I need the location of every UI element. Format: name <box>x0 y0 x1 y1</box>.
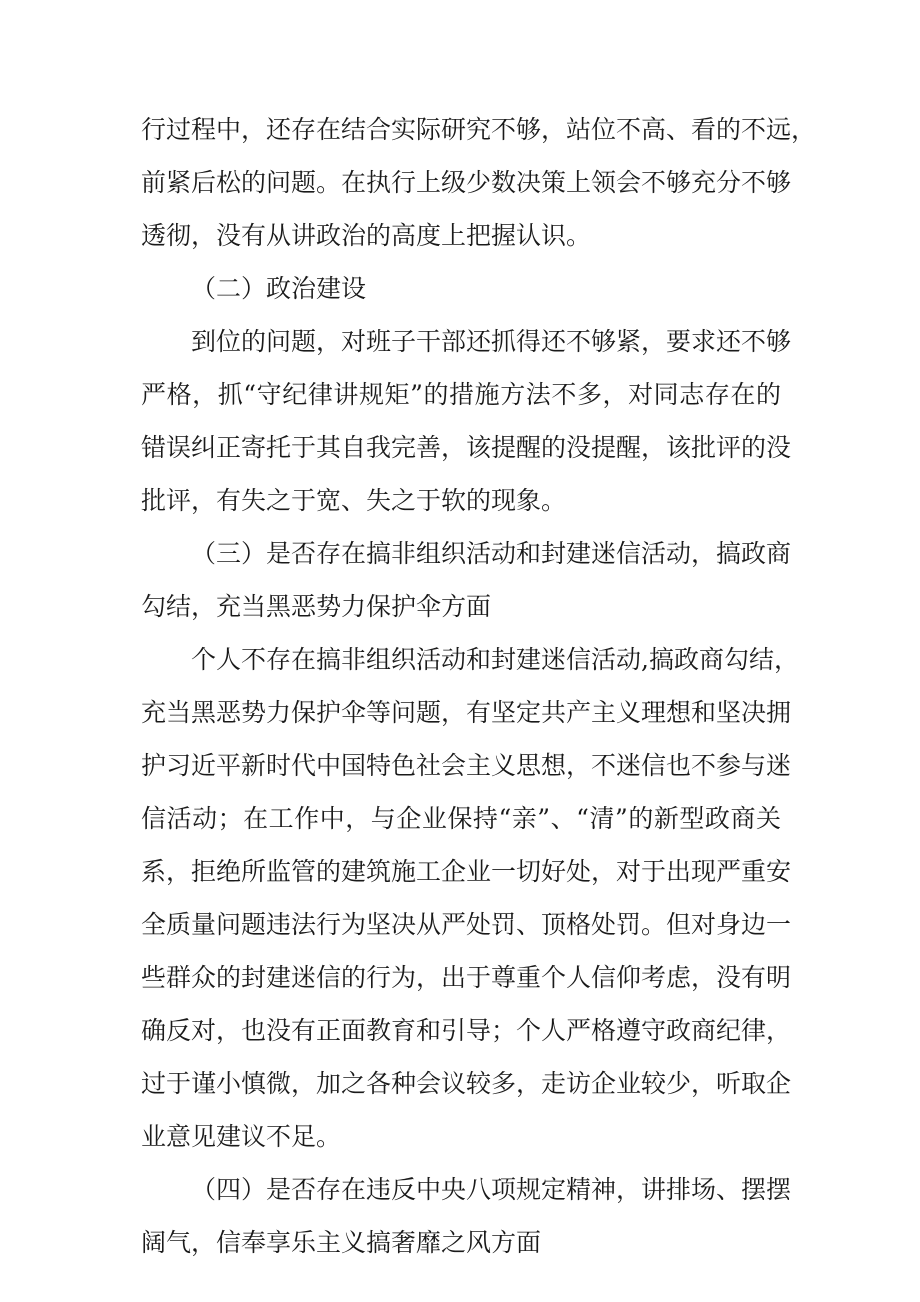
paragraph-line: 过于谨小慎微，加之各种会议较多，走访企业较少，听取企 <box>141 1069 792 1098</box>
paragraph-line: 行过程中，还存在结合实际研究不够，站位不高、看的不远， <box>141 115 817 144</box>
section-heading-4-cont: 阔气，信奉享乐主义搞奢靡之风方面 <box>141 1228 542 1257</box>
paragraph-line: 充当黑恶势力保护伞等问题，有坚定共产主义理想和坚决拥 <box>141 698 792 727</box>
section-heading-3-cont: 勾结，充当黑恶势力保护伞方面 <box>141 592 492 621</box>
paragraph-line: 业意见建议不足。 <box>141 1122 342 1151</box>
paragraph-line: 到位的问题，对班子干部还抓得还不够紧，要求还不够 <box>191 327 792 356</box>
paragraph-line: 前紧后松的问题。在执行上级少数决策上领会不够充分不够 <box>141 168 792 197</box>
section-heading-2: （二）政治建设 <box>191 274 367 303</box>
paragraph-line: 全质量问题违法行为坚决从严处罚、顶格处罚。但对身边一 <box>141 910 792 939</box>
paragraph-line: 些群众的封建迷信的行为，出于尊重个人信仰考虑，没有明 <box>141 963 792 992</box>
paragraph-line: 个人不存在搞非组织活动和封建迷信活动,搞政商勾结， <box>191 645 799 674</box>
paragraph-line: 确反对，也没有正面教育和引导；个人严格遵守政商纪律， <box>141 1016 792 1045</box>
paragraph-line: 信活动；在工作中，与企业保持“亲”、“清”的新型政商关 <box>141 804 781 833</box>
paragraph-line: 批评，有失之于宽、失之于软的现象。 <box>141 486 567 515</box>
paragraph-line: 透彻，没有从讲政治的高度上把握认识。 <box>141 221 592 250</box>
paragraph-line: 错误纠正寄托于其自我完善，该提醒的没提醒，该批评的没 <box>141 433 792 462</box>
section-heading-3: （三）是否存在搞非组织活动和封建迷信活动，搞政商 <box>191 539 792 568</box>
paragraph-line: 系，拒绝所监管的建筑施工企业一切好处，对于出现严重安 <box>141 857 792 886</box>
section-heading-4: （四）是否存在违反中央八项规定精神，讲排场、摆摆 <box>191 1175 792 1204</box>
paragraph-line: 护习近平新时代中国特色社会主义思想，不迷信也不参与迷 <box>141 751 792 780</box>
paragraph-line: 严格，抓“守纪律讲规矩”的措施方法不多，对同志存在的 <box>141 380 781 409</box>
